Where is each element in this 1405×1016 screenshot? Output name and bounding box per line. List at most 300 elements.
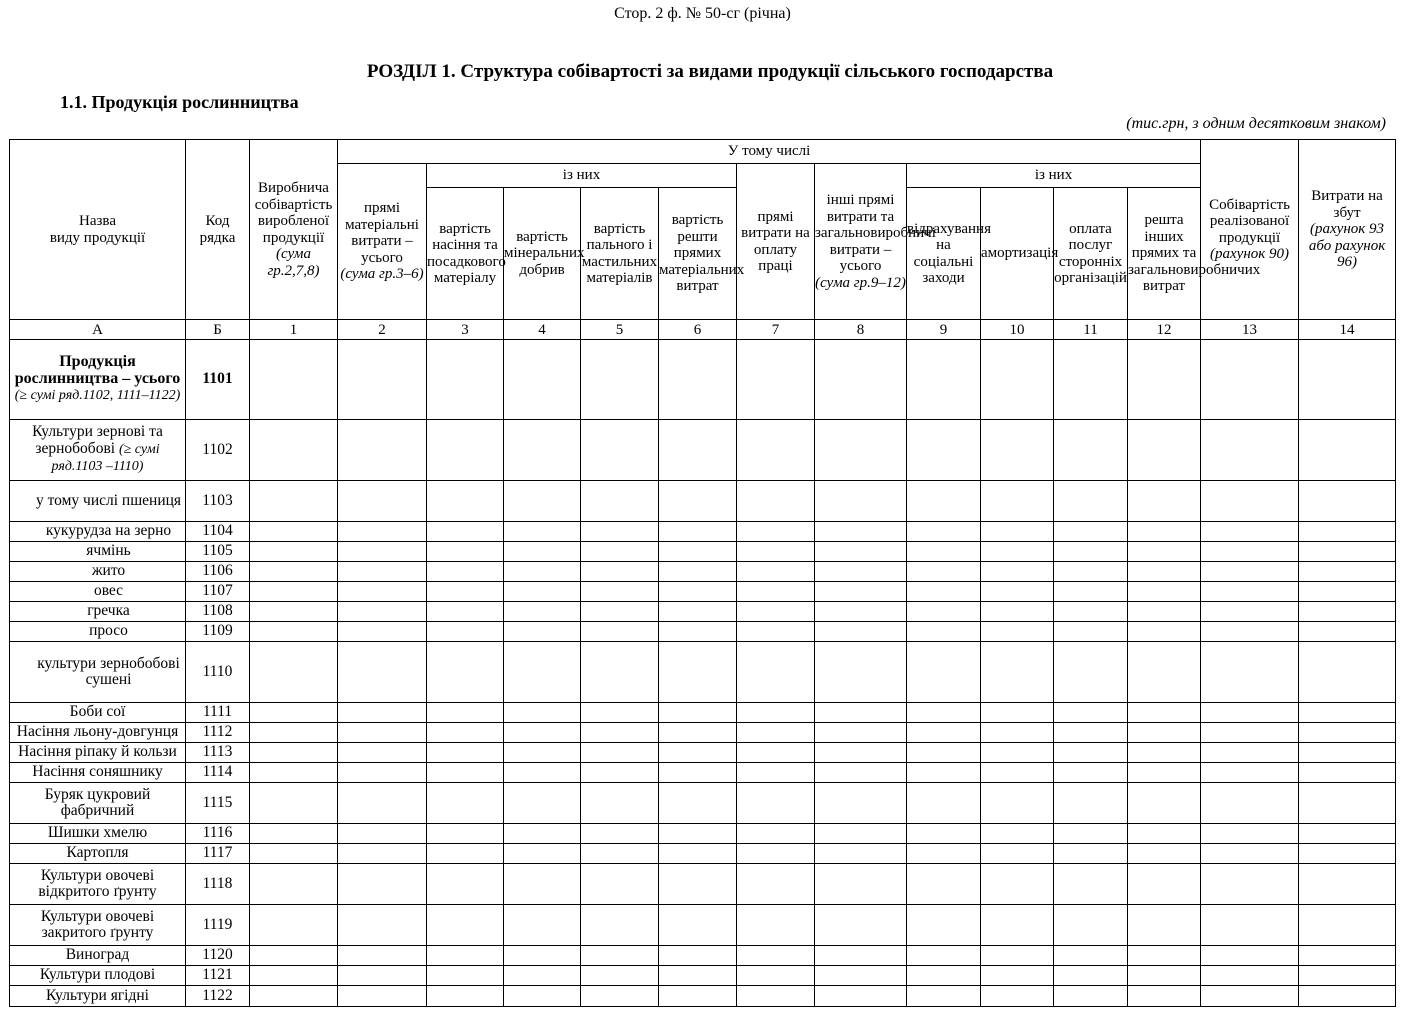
value-cell-col4[interactable] <box>504 642 581 703</box>
value-cell-col14[interactable] <box>1299 542 1396 562</box>
value-cell-col14[interactable] <box>1299 966 1396 986</box>
value-cell-col7[interactable] <box>737 481 815 522</box>
value-cell-col6[interactable] <box>659 562 737 582</box>
value-cell-col2[interactable] <box>338 582 427 602</box>
value-cell-col6[interactable] <box>659 723 737 743</box>
value-cell-col9[interactable] <box>907 844 981 864</box>
value-cell-col13[interactable] <box>1201 743 1299 763</box>
value-cell-col11[interactable] <box>1054 481 1128 522</box>
value-cell-col14[interactable] <box>1299 340 1396 420</box>
value-cell-col13[interactable] <box>1201 542 1299 562</box>
value-cell-col7[interactable] <box>737 783 815 824</box>
value-cell-col13[interactable] <box>1201 642 1299 703</box>
value-cell-col8[interactable] <box>815 522 907 542</box>
value-cell-col5[interactable] <box>581 703 659 723</box>
value-cell-col3[interactable] <box>427 622 504 642</box>
value-cell-col2[interactable] <box>338 602 427 622</box>
value-cell-col3[interactable] <box>427 542 504 562</box>
value-cell-col5[interactable] <box>581 582 659 602</box>
value-cell-col9[interactable] <box>907 542 981 562</box>
value-cell-col6[interactable] <box>659 864 737 905</box>
value-cell-col7[interactable] <box>737 905 815 946</box>
value-cell-col13[interactable] <box>1201 824 1299 844</box>
value-cell-col6[interactable] <box>659 763 737 783</box>
value-cell-col1[interactable] <box>250 824 338 844</box>
value-cell-col9[interactable] <box>907 864 981 905</box>
value-cell-col6[interactable] <box>659 420 737 481</box>
value-cell-col12[interactable] <box>1128 723 1201 743</box>
value-cell-col11[interactable] <box>1054 642 1128 703</box>
value-cell-col13[interactable] <box>1201 340 1299 420</box>
value-cell-col13[interactable] <box>1201 602 1299 622</box>
value-cell-col14[interactable] <box>1299 864 1396 905</box>
value-cell-col8[interactable] <box>815 420 907 481</box>
value-cell-col12[interactable] <box>1128 420 1201 481</box>
value-cell-col1[interactable] <box>250 966 338 986</box>
value-cell-col14[interactable] <box>1299 420 1396 481</box>
value-cell-col11[interactable] <box>1054 340 1128 420</box>
value-cell-col4[interactable] <box>504 946 581 966</box>
value-cell-col3[interactable] <box>427 763 504 783</box>
value-cell-col4[interactable] <box>504 986 581 1007</box>
value-cell-col10[interactable] <box>981 582 1054 602</box>
value-cell-col11[interactable] <box>1054 542 1128 562</box>
value-cell-col13[interactable] <box>1201 622 1299 642</box>
value-cell-col7[interactable] <box>737 723 815 743</box>
value-cell-col5[interactable] <box>581 420 659 481</box>
value-cell-col5[interactable] <box>581 522 659 542</box>
value-cell-col10[interactable] <box>981 542 1054 562</box>
value-cell-col4[interactable] <box>504 824 581 844</box>
value-cell-col10[interactable] <box>981 420 1054 481</box>
value-cell-col8[interactable] <box>815 966 907 986</box>
value-cell-col14[interactable] <box>1299 703 1396 723</box>
value-cell-col10[interactable] <box>981 946 1054 966</box>
value-cell-col2[interactable] <box>338 763 427 783</box>
value-cell-col7[interactable] <box>737 844 815 864</box>
value-cell-col3[interactable] <box>427 824 504 844</box>
value-cell-col6[interactable] <box>659 966 737 986</box>
value-cell-col11[interactable] <box>1054 783 1128 824</box>
value-cell-col8[interactable] <box>815 723 907 743</box>
value-cell-col8[interactable] <box>815 481 907 522</box>
value-cell-col5[interactable] <box>581 542 659 562</box>
value-cell-col3[interactable] <box>427 340 504 420</box>
value-cell-col12[interactable] <box>1128 602 1201 622</box>
value-cell-col2[interactable] <box>338 783 427 824</box>
value-cell-col13[interactable] <box>1201 723 1299 743</box>
value-cell-col12[interactable] <box>1128 864 1201 905</box>
value-cell-col1[interactable] <box>250 420 338 481</box>
value-cell-col2[interactable] <box>338 622 427 642</box>
value-cell-col5[interactable] <box>581 844 659 864</box>
value-cell-col5[interactable] <box>581 864 659 905</box>
value-cell-col3[interactable] <box>427 582 504 602</box>
value-cell-col11[interactable] <box>1054 966 1128 986</box>
value-cell-col7[interactable] <box>737 420 815 481</box>
value-cell-col11[interactable] <box>1054 864 1128 905</box>
value-cell-col9[interactable] <box>907 946 981 966</box>
value-cell-col4[interactable] <box>504 481 581 522</box>
value-cell-col8[interactable] <box>815 562 907 582</box>
value-cell-col14[interactable] <box>1299 562 1396 582</box>
value-cell-col10[interactable] <box>981 622 1054 642</box>
value-cell-col6[interactable] <box>659 542 737 562</box>
value-cell-col12[interactable] <box>1128 905 1201 946</box>
value-cell-col8[interactable] <box>815 844 907 864</box>
value-cell-col2[interactable] <box>338 743 427 763</box>
value-cell-col12[interactable] <box>1128 986 1201 1007</box>
value-cell-col9[interactable] <box>907 783 981 824</box>
value-cell-col4[interactable] <box>504 743 581 763</box>
value-cell-col10[interactable] <box>981 966 1054 986</box>
value-cell-col3[interactable] <box>427 703 504 723</box>
value-cell-col3[interactable] <box>427 966 504 986</box>
value-cell-col11[interactable] <box>1054 905 1128 946</box>
value-cell-col8[interactable] <box>815 340 907 420</box>
value-cell-col4[interactable] <box>504 562 581 582</box>
value-cell-col11[interactable] <box>1054 763 1128 783</box>
value-cell-col6[interactable] <box>659 844 737 864</box>
value-cell-col6[interactable] <box>659 743 737 763</box>
value-cell-col4[interactable] <box>504 763 581 783</box>
value-cell-col10[interactable] <box>981 562 1054 582</box>
value-cell-col8[interactable] <box>815 703 907 723</box>
value-cell-col7[interactable] <box>737 946 815 966</box>
value-cell-col7[interactable] <box>737 986 815 1007</box>
value-cell-col7[interactable] <box>737 622 815 642</box>
value-cell-col2[interactable] <box>338 542 427 562</box>
value-cell-col4[interactable] <box>504 703 581 723</box>
value-cell-col9[interactable] <box>907 723 981 743</box>
value-cell-col13[interactable] <box>1201 844 1299 864</box>
value-cell-col8[interactable] <box>815 986 907 1007</box>
value-cell-col11[interactable] <box>1054 946 1128 966</box>
value-cell-col9[interactable] <box>907 481 981 522</box>
value-cell-col7[interactable] <box>737 824 815 844</box>
value-cell-col11[interactable] <box>1054 522 1128 542</box>
value-cell-col13[interactable] <box>1201 986 1299 1007</box>
value-cell-col6[interactable] <box>659 582 737 602</box>
value-cell-col7[interactable] <box>737 743 815 763</box>
value-cell-col8[interactable] <box>815 763 907 783</box>
value-cell-col5[interactable] <box>581 562 659 582</box>
value-cell-col5[interactable] <box>581 642 659 703</box>
value-cell-col10[interactable] <box>981 602 1054 622</box>
value-cell-col1[interactable] <box>250 743 338 763</box>
value-cell-col6[interactable] <box>659 622 737 642</box>
value-cell-col7[interactable] <box>737 542 815 562</box>
value-cell-col4[interactable] <box>504 864 581 905</box>
value-cell-col10[interactable] <box>981 905 1054 946</box>
value-cell-col4[interactable] <box>504 723 581 743</box>
value-cell-col12[interactable] <box>1128 481 1201 522</box>
value-cell-col7[interactable] <box>737 703 815 723</box>
value-cell-col13[interactable] <box>1201 522 1299 542</box>
value-cell-col13[interactable] <box>1201 966 1299 986</box>
value-cell-col3[interactable] <box>427 864 504 905</box>
value-cell-col7[interactable] <box>737 642 815 703</box>
value-cell-col12[interactable] <box>1128 946 1201 966</box>
value-cell-col12[interactable] <box>1128 703 1201 723</box>
value-cell-col9[interactable] <box>907 743 981 763</box>
value-cell-col9[interactable] <box>907 522 981 542</box>
value-cell-col4[interactable] <box>504 542 581 562</box>
value-cell-col14[interactable] <box>1299 723 1396 743</box>
value-cell-col5[interactable] <box>581 824 659 844</box>
value-cell-col3[interactable] <box>427 481 504 522</box>
value-cell-col6[interactable] <box>659 824 737 844</box>
value-cell-col2[interactable] <box>338 986 427 1007</box>
value-cell-col14[interactable] <box>1299 844 1396 864</box>
value-cell-col14[interactable] <box>1299 582 1396 602</box>
value-cell-col6[interactable] <box>659 703 737 723</box>
value-cell-col12[interactable] <box>1128 622 1201 642</box>
value-cell-col9[interactable] <box>907 824 981 844</box>
value-cell-col7[interactable] <box>737 966 815 986</box>
value-cell-col1[interactable] <box>250 844 338 864</box>
value-cell-col5[interactable] <box>581 481 659 522</box>
value-cell-col12[interactable] <box>1128 783 1201 824</box>
value-cell-col2[interactable] <box>338 642 427 703</box>
value-cell-col2[interactable] <box>338 966 427 986</box>
value-cell-col12[interactable] <box>1128 562 1201 582</box>
value-cell-col4[interactable] <box>504 602 581 622</box>
value-cell-col2[interactable] <box>338 420 427 481</box>
value-cell-col14[interactable] <box>1299 602 1396 622</box>
value-cell-col6[interactable] <box>659 602 737 622</box>
value-cell-col5[interactable] <box>581 966 659 986</box>
value-cell-col8[interactable] <box>815 905 907 946</box>
value-cell-col2[interactable] <box>338 723 427 743</box>
value-cell-col4[interactable] <box>504 783 581 824</box>
value-cell-col9[interactable] <box>907 582 981 602</box>
value-cell-col13[interactable] <box>1201 905 1299 946</box>
value-cell-col2[interactable] <box>338 522 427 542</box>
value-cell-col10[interactable] <box>981 340 1054 420</box>
value-cell-col4[interactable] <box>504 844 581 864</box>
value-cell-col7[interactable] <box>737 340 815 420</box>
value-cell-col3[interactable] <box>427 642 504 703</box>
value-cell-col12[interactable] <box>1128 542 1201 562</box>
value-cell-col4[interactable] <box>504 905 581 946</box>
value-cell-col1[interactable] <box>250 905 338 946</box>
value-cell-col1[interactable] <box>250 602 338 622</box>
value-cell-col1[interactable] <box>250 522 338 542</box>
value-cell-col10[interactable] <box>981 864 1054 905</box>
value-cell-col5[interactable] <box>581 622 659 642</box>
value-cell-col10[interactable] <box>981 986 1054 1007</box>
value-cell-col9[interactable] <box>907 420 981 481</box>
value-cell-col12[interactable] <box>1128 582 1201 602</box>
value-cell-col11[interactable] <box>1054 602 1128 622</box>
value-cell-col1[interactable] <box>250 703 338 723</box>
value-cell-col1[interactable] <box>250 946 338 966</box>
value-cell-col14[interactable] <box>1299 946 1396 966</box>
value-cell-col9[interactable] <box>907 703 981 723</box>
value-cell-col5[interactable] <box>581 743 659 763</box>
value-cell-col10[interactable] <box>981 481 1054 522</box>
value-cell-col5[interactable] <box>581 905 659 946</box>
value-cell-col10[interactable] <box>981 763 1054 783</box>
value-cell-col11[interactable] <box>1054 844 1128 864</box>
value-cell-col6[interactable] <box>659 783 737 824</box>
value-cell-col11[interactable] <box>1054 622 1128 642</box>
value-cell-col2[interactable] <box>338 703 427 723</box>
value-cell-col8[interactable] <box>815 743 907 763</box>
value-cell-col12[interactable] <box>1128 340 1201 420</box>
value-cell-col5[interactable] <box>581 783 659 824</box>
value-cell-col5[interactable] <box>581 602 659 622</box>
value-cell-col13[interactable] <box>1201 420 1299 481</box>
value-cell-col4[interactable] <box>504 340 581 420</box>
value-cell-col3[interactable] <box>427 986 504 1007</box>
value-cell-col3[interactable] <box>427 946 504 966</box>
value-cell-col11[interactable] <box>1054 824 1128 844</box>
value-cell-col3[interactable] <box>427 743 504 763</box>
value-cell-col9[interactable] <box>907 340 981 420</box>
value-cell-col11[interactable] <box>1054 723 1128 743</box>
value-cell-col3[interactable] <box>427 602 504 622</box>
value-cell-col12[interactable] <box>1128 763 1201 783</box>
value-cell-col13[interactable] <box>1201 481 1299 522</box>
value-cell-col13[interactable] <box>1201 946 1299 966</box>
value-cell-col11[interactable] <box>1054 582 1128 602</box>
value-cell-col14[interactable] <box>1299 783 1396 824</box>
value-cell-col8[interactable] <box>815 602 907 622</box>
value-cell-col1[interactable] <box>250 783 338 824</box>
value-cell-col13[interactable] <box>1201 703 1299 723</box>
value-cell-col2[interactable] <box>338 824 427 844</box>
value-cell-col3[interactable] <box>427 723 504 743</box>
value-cell-col11[interactable] <box>1054 562 1128 582</box>
value-cell-col6[interactable] <box>659 522 737 542</box>
value-cell-col6[interactable] <box>659 481 737 522</box>
value-cell-col10[interactable] <box>981 703 1054 723</box>
value-cell-col13[interactable] <box>1201 562 1299 582</box>
value-cell-col1[interactable] <box>250 340 338 420</box>
value-cell-col6[interactable] <box>659 642 737 703</box>
value-cell-col2[interactable] <box>338 340 427 420</box>
value-cell-col7[interactable] <box>737 602 815 622</box>
value-cell-col13[interactable] <box>1201 864 1299 905</box>
value-cell-col6[interactable] <box>659 340 737 420</box>
value-cell-col10[interactable] <box>981 642 1054 703</box>
value-cell-col5[interactable] <box>581 763 659 783</box>
value-cell-col8[interactable] <box>815 864 907 905</box>
value-cell-col10[interactable] <box>981 824 1054 844</box>
value-cell-col12[interactable] <box>1128 824 1201 844</box>
value-cell-col5[interactable] <box>581 340 659 420</box>
value-cell-col9[interactable] <box>907 905 981 946</box>
value-cell-col9[interactable] <box>907 562 981 582</box>
value-cell-col11[interactable] <box>1054 986 1128 1007</box>
value-cell-col10[interactable] <box>981 743 1054 763</box>
value-cell-col11[interactable] <box>1054 420 1128 481</box>
value-cell-col14[interactable] <box>1299 986 1396 1007</box>
value-cell-col6[interactable] <box>659 946 737 966</box>
value-cell-col5[interactable] <box>581 946 659 966</box>
value-cell-col14[interactable] <box>1299 905 1396 946</box>
value-cell-col9[interactable] <box>907 602 981 622</box>
value-cell-col1[interactable] <box>250 986 338 1007</box>
value-cell-col4[interactable] <box>504 582 581 602</box>
value-cell-col7[interactable] <box>737 522 815 542</box>
value-cell-col4[interactable] <box>504 966 581 986</box>
value-cell-col2[interactable] <box>338 481 427 522</box>
value-cell-col11[interactable] <box>1054 703 1128 723</box>
value-cell-col8[interactable] <box>815 783 907 824</box>
value-cell-col13[interactable] <box>1201 763 1299 783</box>
value-cell-col3[interactable] <box>427 844 504 864</box>
value-cell-col10[interactable] <box>981 844 1054 864</box>
value-cell-col8[interactable] <box>815 824 907 844</box>
value-cell-col14[interactable] <box>1299 642 1396 703</box>
value-cell-col8[interactable] <box>815 622 907 642</box>
value-cell-col1[interactable] <box>250 481 338 522</box>
value-cell-col8[interactable] <box>815 542 907 562</box>
value-cell-col1[interactable] <box>250 582 338 602</box>
value-cell-col13[interactable] <box>1201 582 1299 602</box>
value-cell-col9[interactable] <box>907 966 981 986</box>
value-cell-col1[interactable] <box>250 562 338 582</box>
value-cell-col7[interactable] <box>737 582 815 602</box>
value-cell-col9[interactable] <box>907 763 981 783</box>
value-cell-col2[interactable] <box>338 562 427 582</box>
value-cell-col14[interactable] <box>1299 522 1396 542</box>
value-cell-col14[interactable] <box>1299 622 1396 642</box>
value-cell-col13[interactable] <box>1201 783 1299 824</box>
value-cell-col7[interactable] <box>737 763 815 783</box>
value-cell-col7[interactable] <box>737 864 815 905</box>
value-cell-col4[interactable] <box>504 522 581 542</box>
value-cell-col2[interactable] <box>338 946 427 966</box>
value-cell-col1[interactable] <box>250 542 338 562</box>
value-cell-col10[interactable] <box>981 783 1054 824</box>
value-cell-col12[interactable] <box>1128 522 1201 542</box>
value-cell-col2[interactable] <box>338 905 427 946</box>
value-cell-col3[interactable] <box>427 905 504 946</box>
value-cell-col4[interactable] <box>504 420 581 481</box>
value-cell-col8[interactable] <box>815 946 907 966</box>
value-cell-col10[interactable] <box>981 723 1054 743</box>
value-cell-col6[interactable] <box>659 905 737 946</box>
value-cell-col12[interactable] <box>1128 844 1201 864</box>
value-cell-col1[interactable] <box>250 864 338 905</box>
value-cell-col14[interactable] <box>1299 763 1396 783</box>
value-cell-col7[interactable] <box>737 562 815 582</box>
value-cell-col3[interactable] <box>427 522 504 542</box>
value-cell-col1[interactable] <box>250 723 338 743</box>
value-cell-col1[interactable] <box>250 622 338 642</box>
value-cell-col14[interactable] <box>1299 824 1396 844</box>
value-cell-col12[interactable] <box>1128 743 1201 763</box>
value-cell-col14[interactable] <box>1299 481 1396 522</box>
value-cell-col1[interactable] <box>250 642 338 703</box>
value-cell-col3[interactable] <box>427 783 504 824</box>
value-cell-col5[interactable] <box>581 723 659 743</box>
value-cell-col14[interactable] <box>1299 743 1396 763</box>
value-cell-col12[interactable] <box>1128 642 1201 703</box>
value-cell-col4[interactable] <box>504 622 581 642</box>
value-cell-col2[interactable] <box>338 844 427 864</box>
value-cell-col9[interactable] <box>907 642 981 703</box>
value-cell-col10[interactable] <box>981 522 1054 542</box>
value-cell-col12[interactable] <box>1128 966 1201 986</box>
value-cell-col11[interactable] <box>1054 743 1128 763</box>
value-cell-col5[interactable] <box>581 986 659 1007</box>
value-cell-col8[interactable] <box>815 582 907 602</box>
